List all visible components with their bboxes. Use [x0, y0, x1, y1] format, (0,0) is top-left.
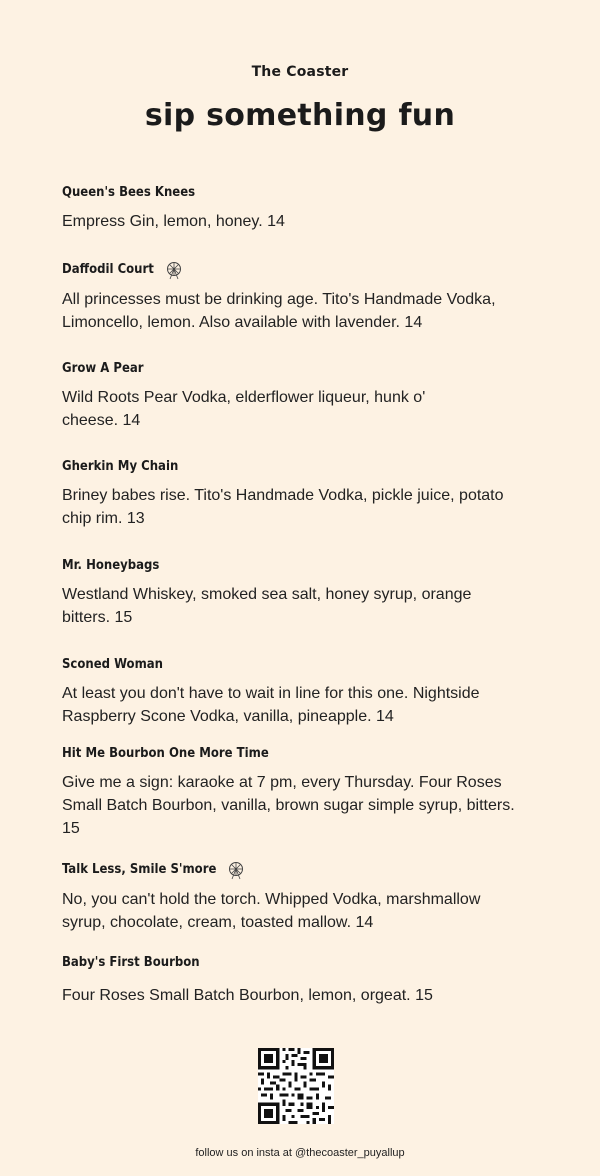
menu-item-gherkin-my-chain [62, 458, 542, 530]
item-name: Queen's Bees Knees [62, 185, 196, 200]
item-name: Baby's First Bourbon [62, 955, 200, 970]
menu-item-talk-less-smile-smore [62, 860, 542, 934]
item-description: Give me a sign: karaoke at 7 pm, every Thursday. Four Roses Small Batch Bourbon, vanilla, brown sugar simple syrup, bitters. 15 [62, 774, 515, 837]
item-description: All princesses must be drinking age. Tito's Handmade Vodka, Limoncello, lemon. Also available with lavender. 14 [62, 291, 496, 331]
menu-item-hit-me-bourbon [62, 745, 542, 840]
menu-item-grow-a-pear [62, 360, 542, 432]
item-description: At least you don't have to wait in line for this one. Nightside Raspberry Scone Vodka, vanilla, pineapple. 14 [62, 685, 480, 725]
item-description: Briney babes rise. Tito's Handmade Vodka, pickle juice, potato chip rim. 13 [62, 487, 504, 527]
menu-item-daffodil-court [62, 260, 542, 334]
item-description: Four Roses Small Batch Bourbon, lemon, orgeat. 15 [62, 987, 433, 1004]
instagram-footer: follow us on insta at @thecoaster_puyallup [195, 1147, 405, 1159]
venue-name: The Coaster [251, 64, 349, 80]
ferris-wheel-icon [164, 260, 184, 280]
ferris-wheel-icon [226, 860, 246, 880]
item-name: Hit Me Bourbon One More Time [62, 746, 269, 761]
menu-item-mr-honeybags [62, 557, 542, 629]
item-description: Empress Gin, lemon, honey. 14 [62, 213, 285, 230]
qr-code[interactable] [258, 1048, 334, 1124]
menu-item-sconed-woman [62, 656, 542, 728]
item-name: Daffodil Court [62, 260, 542, 280]
item-description: No, you can't hold the torch. Whipped Vodka, marshmallow syrup, chocolate, cream, toasted mallow. 14 [62, 891, 481, 931]
item-name: Mr. Honeybags [62, 558, 160, 573]
item-name: Grow A Pear [62, 361, 144, 376]
item-name: Talk Less, Smile S'more [62, 860, 542, 880]
item-description: Westland Whiskey, smoked sea salt, honey syrup, orange bitters. 15 [62, 586, 472, 626]
menu-item-queens-bees-knees [62, 184, 542, 233]
item-description: Wild Roots Pear Vodka, elderflower liqueur, hunk o' cheese. 14 [62, 389, 426, 429]
item-name: Sconed Woman [62, 657, 163, 672]
menu-item-babys-first-bourbon [62, 954, 542, 1007]
item-name: Gherkin My Chain [62, 459, 179, 474]
menu-headline: sip something fun [144, 98, 456, 133]
